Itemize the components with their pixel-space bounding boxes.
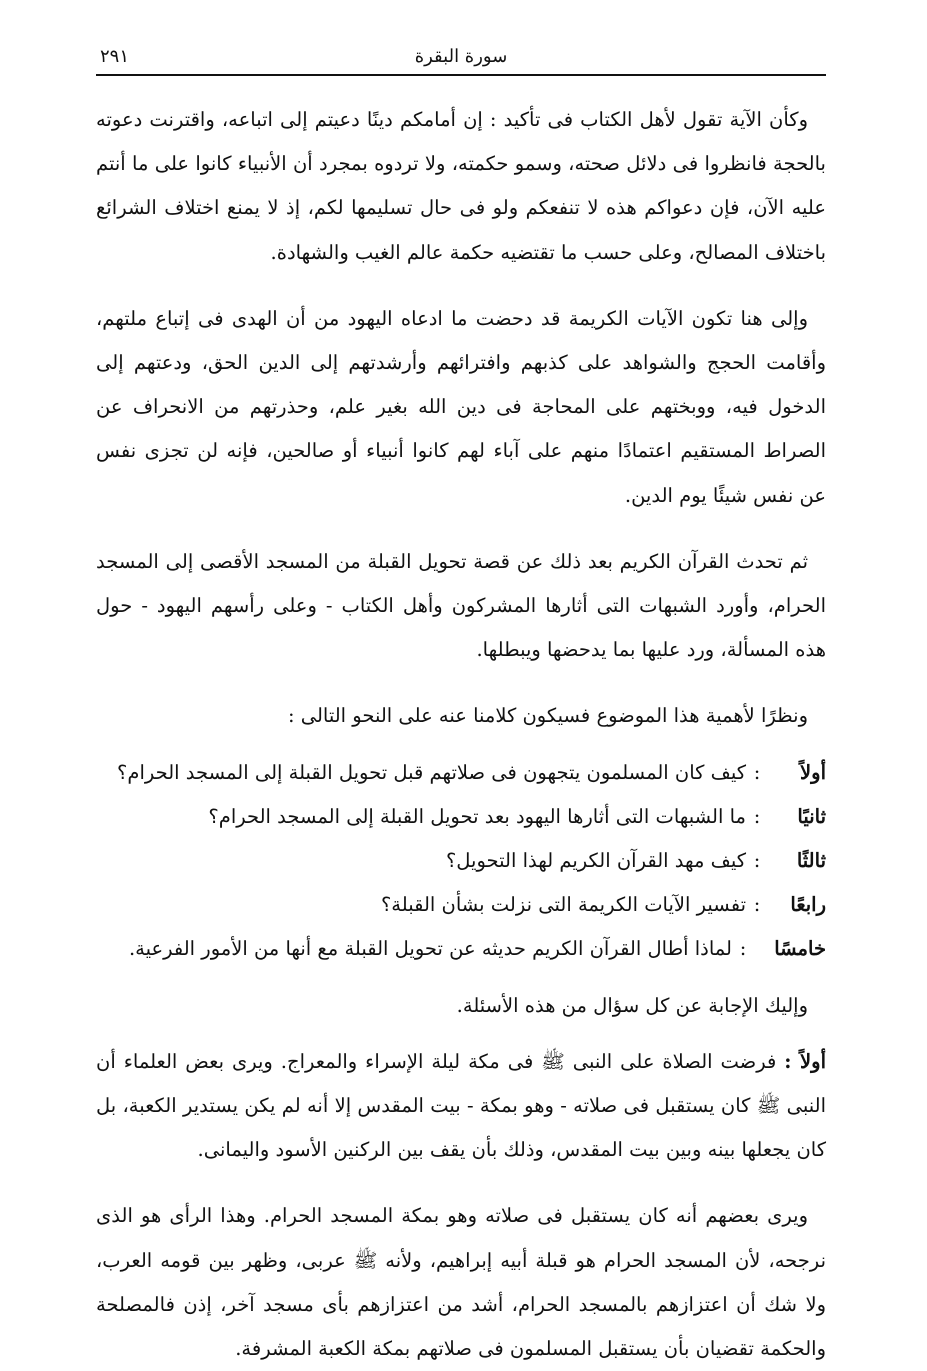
paragraph-6-text: فرضت الصلاة على النبى ﷺ فى مكة ليلة الإسراء والمعراج. ويرى بعض العلماء أن النبى ﷺ كان يستقبل فى صلاته - وهو بمكة - بيت المقدس إلا أنه لم يكن يستدير الكعبة، بل كان يجعلها بينه وبين بيت المقدس، وذلك بأن يقف بين الركنين الأسود واليمانى. <box>96 1049 826 1162</box>
page-body <box>96 76 826 1371</box>
paragraph-5: وإليك الإجابة عن كل سؤال من هذه الأسئلة. <box>456 993 808 1017</box>
list-item-label: خامسًا <box>774 937 826 961</box>
list-item-label: رابعًا <box>790 893 826 917</box>
paragraph-7: ويرى بعضهم أنه كان يستقبل فى صلاته وهو بمكة المسجد الحرام. وهذا الرأى هو الذى نرجحه، لأن المسجد الحرام هو قبلة أبيه إبراهيم، ولأنه ﷺ عربى، وظهر بين قومه العرب، ولا شك أن اعتزازهم بالمسجد الحرام، أشد من اعتزازهم بأى مسجد آخر، إذن فالمصلحة والحكمة تقضيان بأن يستقبل المسلمون فى صلاتهم بمكة الكعبة المشرفة. <box>96 1204 826 1361</box>
paragraph-2: وإلى هنا تكون الآيات الكريمة قد دحضت ما ادعاه اليهود من أن الهدى فى إتباع ملتهم، وأقامت الحجج والشواهد على كذبهم وافترائهم وأرشدتهم إلى الدين الحق، ودعتهم إلى الدخول فيه، ووبختهم على المحاجة فى دين الله بغير علم، وحذرتهم من الانحراف عن الصراط المستقيم اعتمادًا منهم على آباء لهم كانوا أنبياء أو صالحين، فإنه لن تجزى نفس عن نفس شيئًا يوم الدين. <box>96 306 826 507</box>
list-item <box>96 839 826 883</box>
list-item-text: ما الشبهات التى أثارها اليهود بعد تحويل القبلة إلى المسجد الحرام؟ <box>208 804 746 828</box>
paragraph-6-lead: أولاً : <box>784 1049 826 1073</box>
list-item <box>96 883 826 927</box>
list-item-separator: : <box>753 760 761 784</box>
paragraph-4: ونظرًا لأهمية هذا الموضوع فسيكون كلامنا عنه على النحو التالى : <box>287 704 808 728</box>
paragraph-3: ثم تحدث القرآن الكريم بعد ذلك عن قصة تحويل القبلة من المسجد الأقصى إلى المسجد الحرام، وأورد الشبهات التى أثارها المشركون وأهل الكتاب - وعلى رأسهم اليهود - حول هذه المسألة، ورد عليها بما يدحضها ويبطلها. <box>96 549 826 662</box>
page-number: ٢٩١ <box>100 46 130 67</box>
chapter-title: سورة البقرة <box>414 46 508 67</box>
list-item-label: ثالثًا <box>796 849 826 873</box>
book-page <box>96 34 826 1361</box>
list-item <box>96 795 826 839</box>
paragraph-1: وكأن الآية تقول لأهل الكتاب فى تأكيد : إن أمامكم دينًا دعيتم إلى اتباعه، واقترنت دعوته بالحجة فانظروا فى دلائل صحته، وسمو حكمته، ولا تردوه بمجرد أن الأنبياء كانوا على ما أنتم عليه الآن، فإن دعواكم هذه لا تنفعكم ولو فى حال تسليمها لكم، إذ لا يمنع اختلاف الشرائع باختلاف المصالح، وعلى حسب ما تقتضيه حكمة عالم الغيب والشهادة. <box>96 108 826 264</box>
paragraph-6 <box>96 1040 826 1173</box>
list-item-text: لماذا أطال القرآن الكريم حديثه عن تحويل القبلة مع أنها من الأمور الفرعية. <box>128 937 732 961</box>
list-item <box>96 751 826 795</box>
list-item-text: تفسير الآيات الكريمة التى نزلت بشأن القبلة؟ <box>380 893 746 917</box>
list-item-label: أولاً <box>800 760 826 784</box>
list-item-separator: : <box>739 937 747 961</box>
list-item <box>96 927 826 971</box>
list-item-separator: : <box>753 804 761 828</box>
list-item-separator: : <box>753 893 761 917</box>
list-item-separator: : <box>753 849 761 873</box>
questions-list <box>96 751 826 972</box>
list-item-text: كيف كان المسلمون يتجهون فى صلاتهم قبل تحويل القبلة إلى المسجد الحرام؟ <box>117 760 746 784</box>
list-item-label: ثانيًا <box>797 804 826 828</box>
page-header <box>96 34 826 76</box>
list-item-text: كيف مهد القرآن الكريم لهذا التحويل؟ <box>445 849 746 873</box>
